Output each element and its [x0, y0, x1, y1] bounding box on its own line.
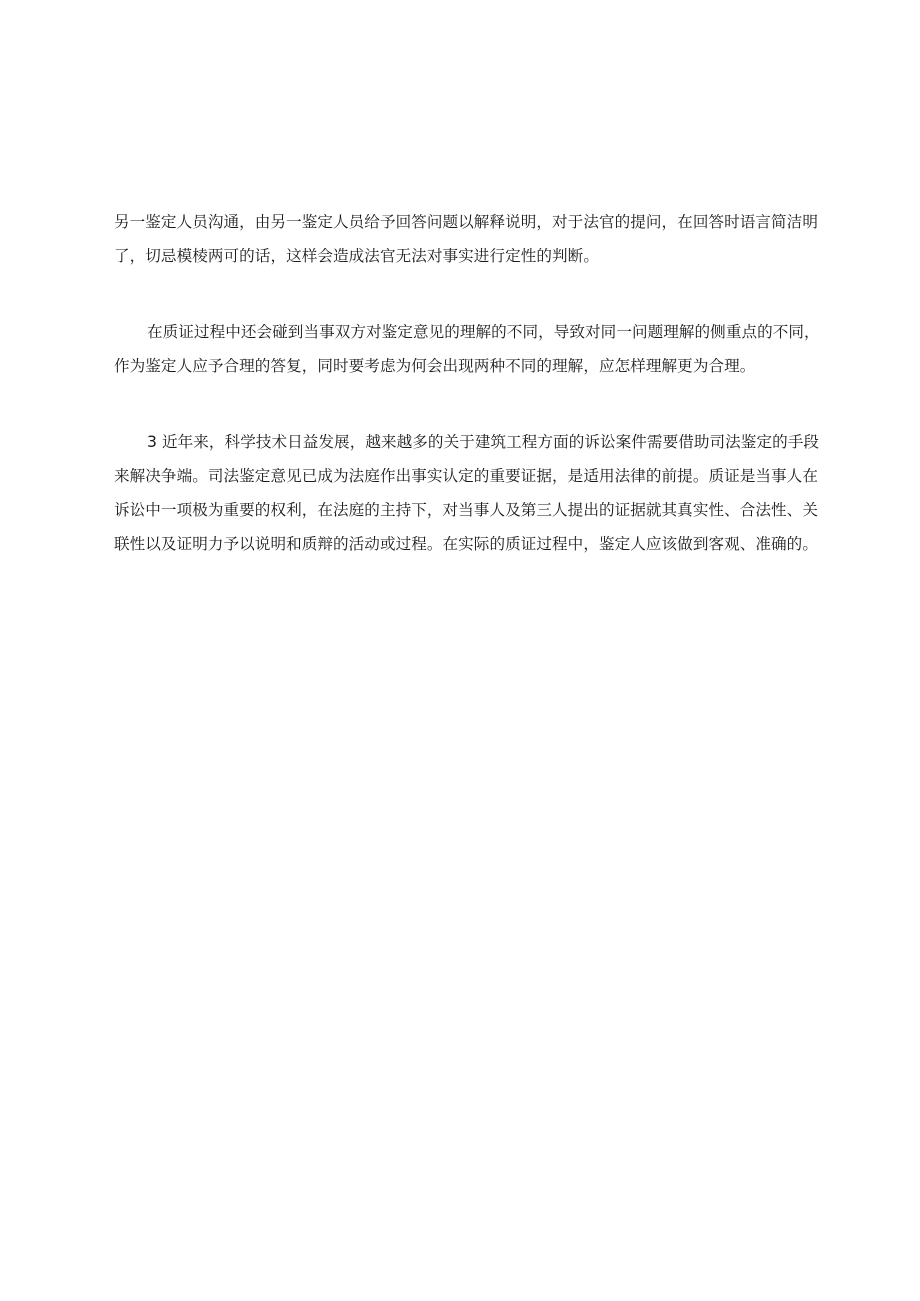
- paragraph-spacer: [114, 273, 818, 315]
- text-line: 来解决争端。司法鉴定意见已成为法庭作出事实认定的重要证据，是适用法律的前提。质证是当事人在: [114, 467, 818, 485]
- text-line: 在质证过程中还会碰到当事双方对鉴定意见的理解的不同，导致对同一问题理解的侧重点的不同，: [147, 323, 820, 341]
- text-line: 另一鉴定人员沟通，由另一鉴定人员给予回答问题以解释说明，对于法官的提问，在回答时语言简洁明: [114, 213, 818, 231]
- text-line: 作为鉴定人应予合理的答复，同时要考虑为何会出现两种不同的理解，应怎样理解更为合理。: [114, 357, 756, 375]
- paragraph-spacer: [114, 383, 818, 425]
- document-body: [114, 205, 818, 561]
- text-line: 诉讼中一项极为重要的权利，在法庭的主持下，对当事人及第三人提出的证据就其真实性、合法性、关: [114, 501, 818, 519]
- text-line: 了，切忌模棱两可的话，这样会造成法官无法对事实进行定性的判断。: [114, 247, 599, 265]
- paragraph-cross-examination: [114, 315, 818, 383]
- paragraph-continuation: [114, 205, 818, 273]
- paragraph-section-3: [114, 425, 818, 561]
- text-line: 3 近年来，科学技术日益发展，越来越多的关于建筑工程方面的诉讼案件需要借助司法鉴定的手段: [147, 433, 820, 451]
- text-line: 联性以及证明力予以说明和质辩的活动或过程。在实际的质证过程中，鉴定人应该做到客观、准确的。: [114, 535, 818, 553]
